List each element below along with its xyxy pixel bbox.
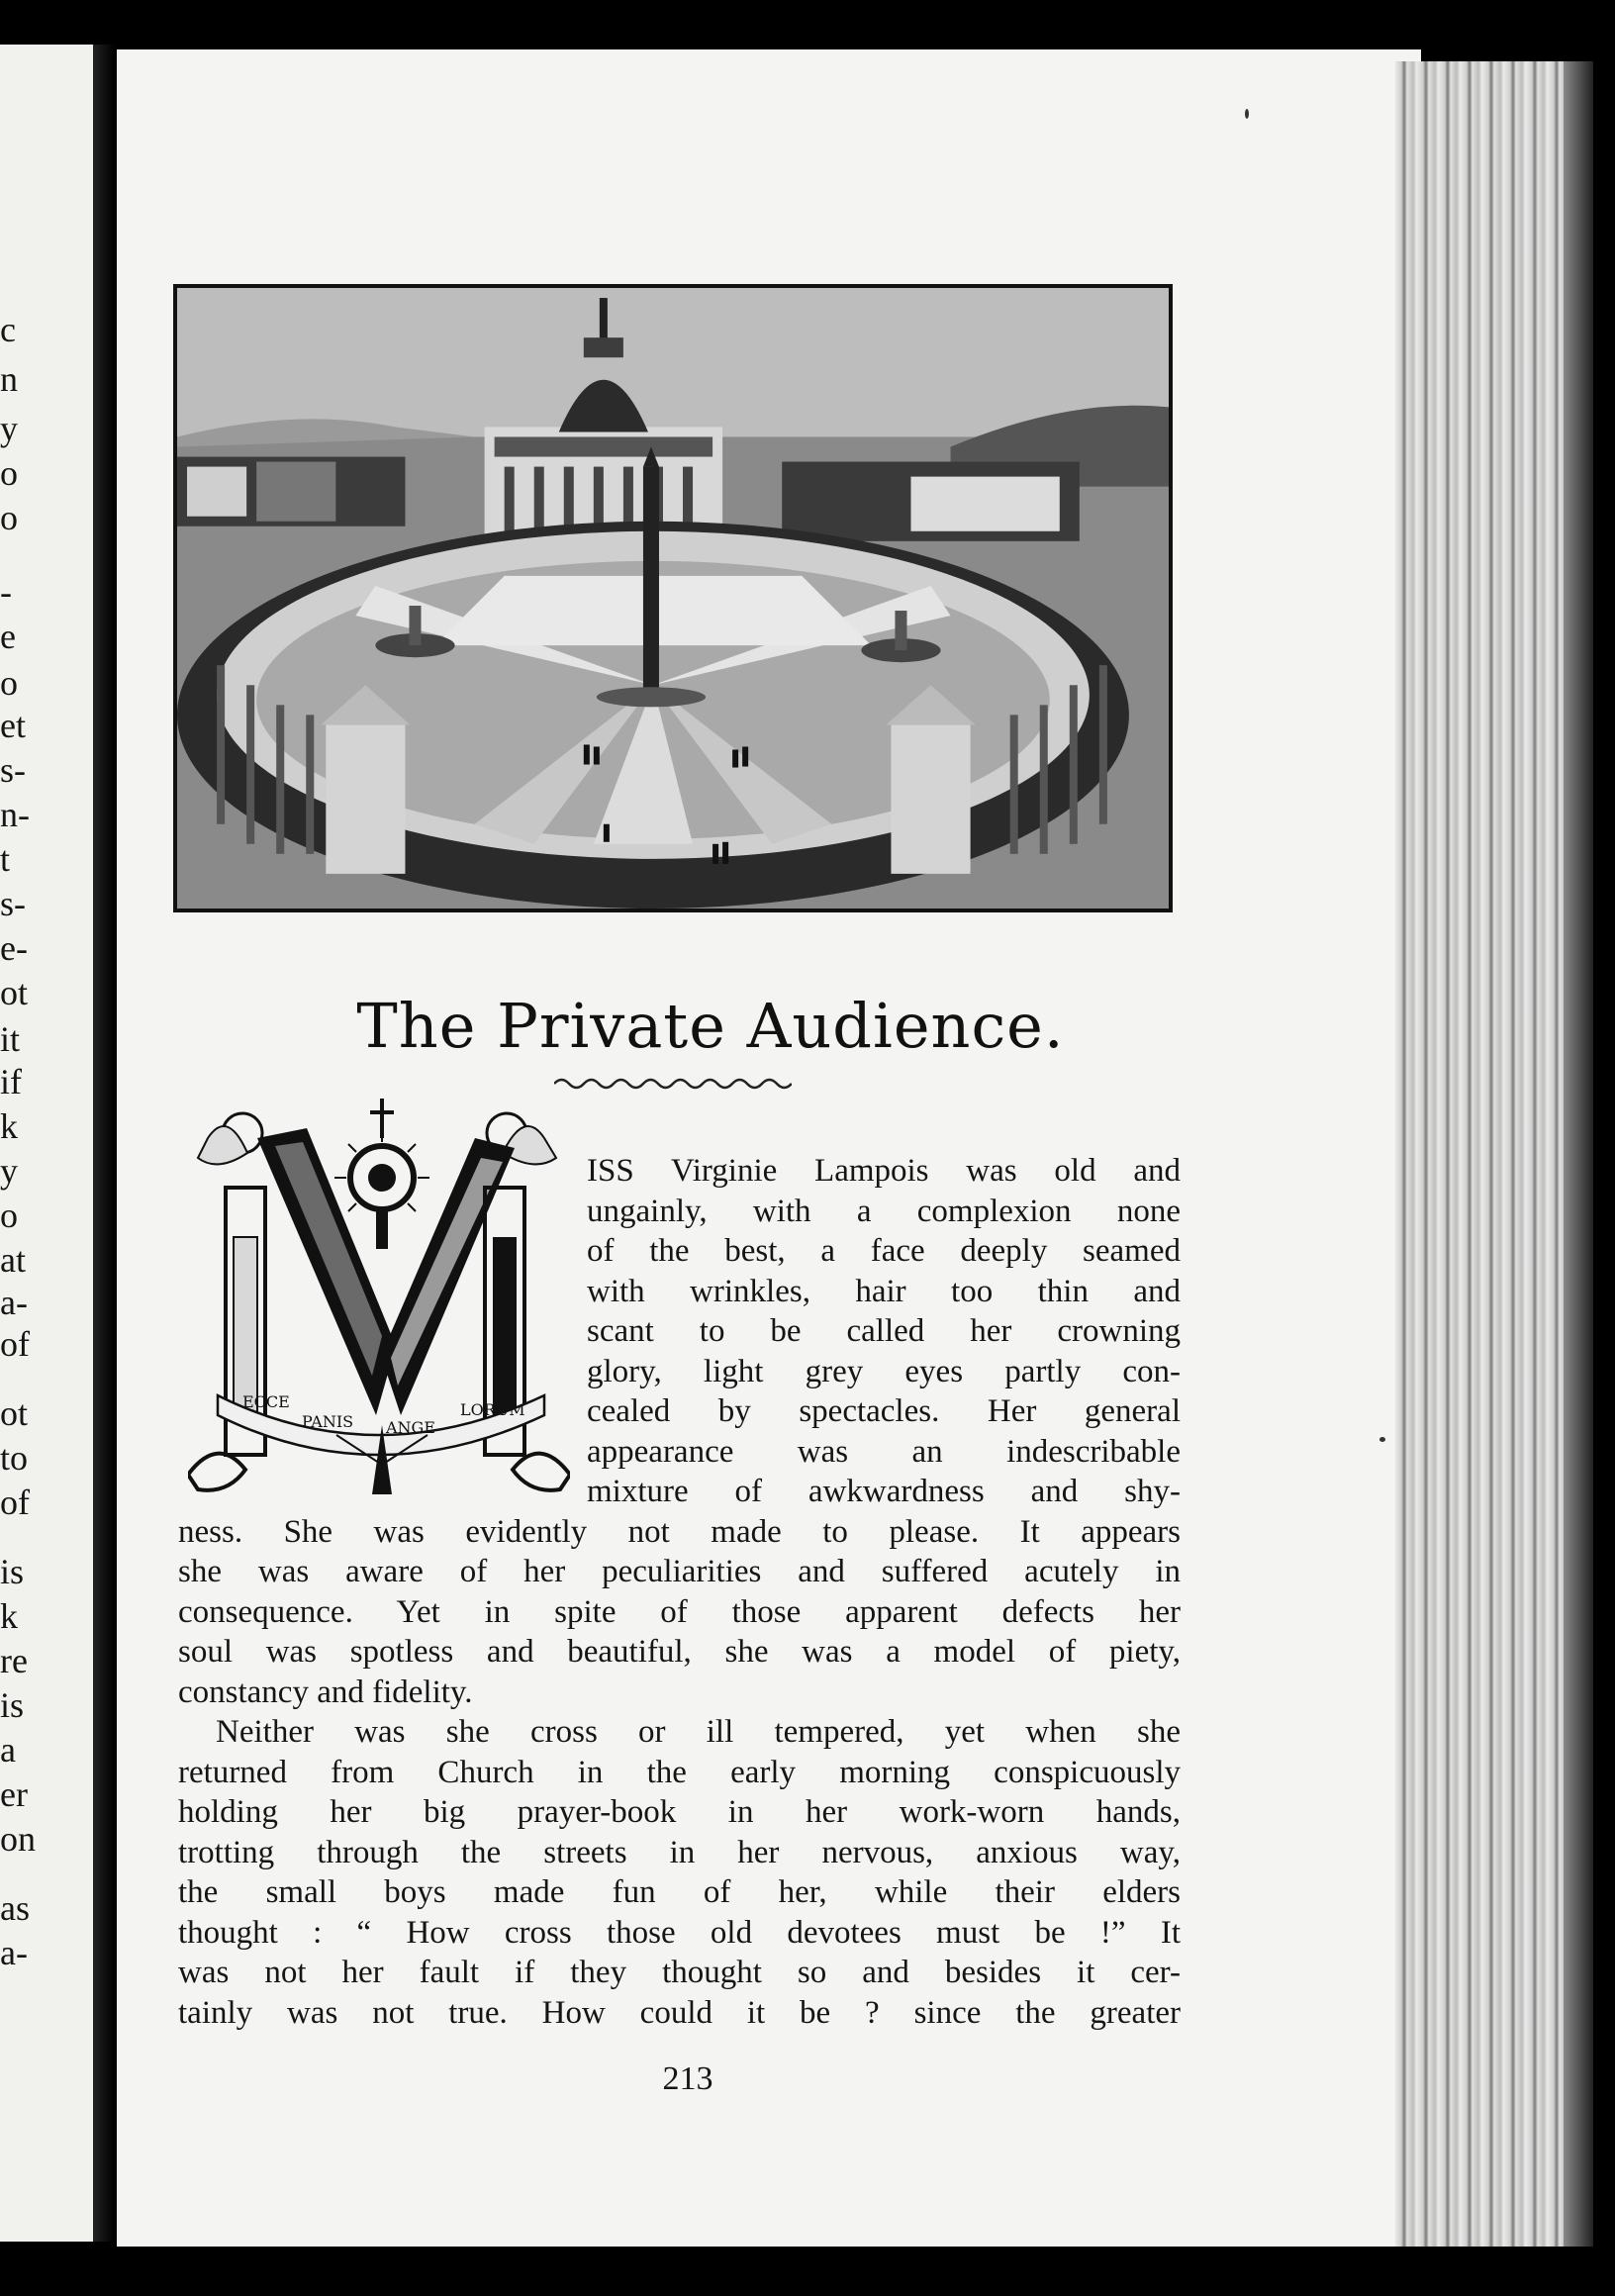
text-line: ISS Virginie Lampois was old and: [587, 1153, 1181, 1189]
text-line: ungainly, with a complexion none: [587, 1193, 1181, 1229]
text-line: appearance was an indescribable: [587, 1433, 1181, 1470]
left-page-fragment: re: [0, 1641, 28, 1680]
left-page-fragment: on: [0, 1819, 36, 1859]
print-speck: [1245, 109, 1249, 119]
page-gutter: [93, 45, 115, 2242]
text-line: holding her big prayer-book in her work-worn hands,: [178, 1794, 1181, 1830]
left-page-fragment: er: [0, 1774, 28, 1814]
left-page-fragment: et: [0, 706, 26, 745]
text-line: tainly was not true. How could it be ? since the greater: [178, 1994, 1181, 2031]
title-ornament-rule: [554, 1076, 792, 1092]
left-page-fragment: a-: [0, 1283, 28, 1322]
ribbon-word: ANGE: [386, 1418, 436, 1437]
left-page-fragment: as: [0, 1888, 30, 1928]
left-page-fragment: of: [0, 1324, 30, 1364]
text-line: cealed by spectacles. Her general: [587, 1393, 1181, 1429]
left-page-fragment: o: [0, 453, 18, 493]
print-speck: [1379, 1437, 1385, 1442]
left-facing-page: [0, 45, 101, 2242]
left-page-fragment: a-: [0, 1933, 28, 1972]
left-page-fragment: c: [0, 310, 16, 349]
left-page-fragment: is: [0, 1685, 25, 1725]
text-line: Neither was she cross or ill tempered, yet when she: [216, 1714, 1181, 1750]
ribbon-word: PANIS: [302, 1412, 354, 1431]
left-page-fragment: ot: [0, 973, 29, 1012]
text-line: constancy and fidelity.: [178, 1674, 473, 1710]
left-page-fragment: is: [0, 1552, 25, 1591]
left-page-fragment: s-: [0, 750, 26, 790]
left-page-fragment: of: [0, 1483, 30, 1522]
left-page-fragment: o: [0, 498, 18, 537]
text-line: scant to be called her crowning: [587, 1313, 1181, 1349]
left-page-fragment: if: [0, 1062, 22, 1101]
left-page-fragment: y: [0, 1151, 18, 1191]
ribbon-word: LORUM: [460, 1400, 525, 1419]
left-page-fragment: a: [0, 1730, 16, 1770]
text-line: consequence. Yet in spite of those apparent defects her: [178, 1593, 1181, 1630]
left-page-fragment: e-: [0, 928, 28, 968]
left-page-fragment: k: [0, 1596, 18, 1636]
left-page-fragment: -: [0, 572, 12, 612]
left-page-fragment: at: [0, 1240, 26, 1280]
page-edges: [1395, 61, 1593, 2247]
ribbon-word: ECCE: [242, 1392, 290, 1411]
left-page-fragment: o: [0, 1196, 18, 1235]
text-line: ness. She was evidently not made to please. It appears: [178, 1513, 1181, 1550]
left-page-fragment: k: [0, 1106, 18, 1146]
left-page-fragment: ot: [0, 1393, 29, 1433]
drop-cap-ornament: [188, 1099, 570, 1504]
chapter-title: The Private Audience.: [356, 990, 1065, 1062]
text-line: was not her fault if they thought so and besides it cer-: [178, 1955, 1181, 1990]
left-page-fragment: n-: [0, 795, 30, 834]
text-line: glory, light grey eyes partly con-: [587, 1353, 1181, 1389]
left-page-fragment: o: [0, 663, 18, 703]
left-page-fragment: t: [0, 839, 11, 879]
left-page-fragment: n: [0, 359, 18, 399]
text-line: mixture of awkwardness and shy-: [587, 1474, 1181, 1509]
left-page-fragment: s-: [0, 884, 26, 923]
text-line: thought : “ How cross those old devotees must be !” It: [178, 1914, 1181, 1951]
left-page-fragment: it: [0, 1019, 21, 1059]
page-number: 213: [662, 2060, 713, 2097]
text-line: returned from Church in the early morning conspicuously: [178, 1754, 1181, 1790]
left-page-fragment: e: [0, 617, 16, 656]
text-line: soul was spotless and beautiful, she was a model of piety,: [178, 1634, 1181, 1670]
left-page-fragment: y: [0, 409, 18, 448]
text-line: trotting through the streets in her nervous, anxious way,: [178, 1834, 1181, 1870]
text-line: the small boys made fun of her, while their elders: [178, 1874, 1181, 1910]
st-peters-square-illustration: [173, 284, 1173, 912]
text-line: she was aware of her peculiarities and suffered acutely in: [178, 1554, 1181, 1589]
text-line: of the best, a face deeply seamed: [587, 1233, 1181, 1269]
text-line: with wrinkles, hair too thin and: [587, 1273, 1181, 1309]
left-page-fragment: to: [0, 1438, 29, 1478]
